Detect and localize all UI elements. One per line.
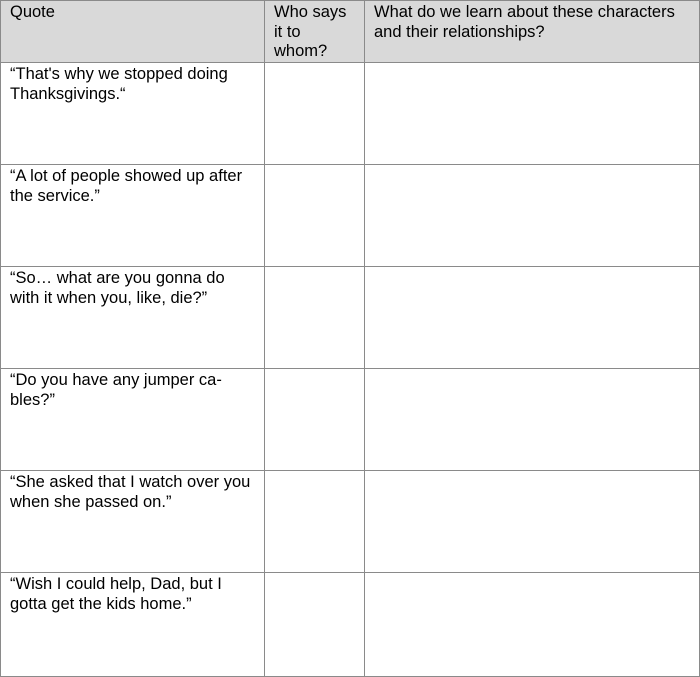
table-row [1, 165, 700, 267]
column-header-what-we-learn: What do we learn about these characters and their relationships? [365, 1, 700, 63]
quote-cell: “A lot of people showed up after the service.” [1, 165, 265, 267]
quote-cell: “Wish I could help, Dad, but I gotta get the kids home.” [1, 573, 265, 677]
table-row [1, 573, 700, 677]
who-says-answer-cell[interactable] [265, 573, 365, 677]
table-row [1, 471, 700, 573]
quote-cell: “Do you have any jumper ca-bles?” [1, 369, 265, 471]
what-we-learn-answer-cell[interactable] [365, 165, 700, 267]
who-says-answer-cell[interactable] [265, 267, 365, 369]
who-says-answer-cell[interactable] [265, 369, 365, 471]
table-row [1, 267, 700, 369]
what-we-learn-answer-cell[interactable] [365, 369, 700, 471]
who-says-answer-cell[interactable] [265, 471, 365, 573]
table-row [1, 63, 700, 165]
column-header-who-says-to-whom: Who says it to whom? [265, 1, 365, 63]
what-we-learn-answer-cell[interactable] [365, 63, 700, 165]
quote-cell: “So… what are you gonna do with it when you, like, die?” [1, 267, 265, 369]
table-header-row [1, 1, 700, 63]
quote-cell: “That's why we stopped doing Thanksgivings.“ [1, 63, 265, 165]
who-says-answer-cell[interactable] [265, 165, 365, 267]
quote-cell: “She asked that I watch over you when she passed on.” [1, 471, 265, 573]
what-we-learn-answer-cell[interactable] [365, 573, 700, 677]
what-we-learn-answer-cell[interactable] [365, 267, 700, 369]
table-row [1, 369, 700, 471]
who-says-answer-cell[interactable] [265, 63, 365, 165]
what-we-learn-answer-cell[interactable] [365, 471, 700, 573]
column-header-quote: Quote [1, 1, 265, 63]
